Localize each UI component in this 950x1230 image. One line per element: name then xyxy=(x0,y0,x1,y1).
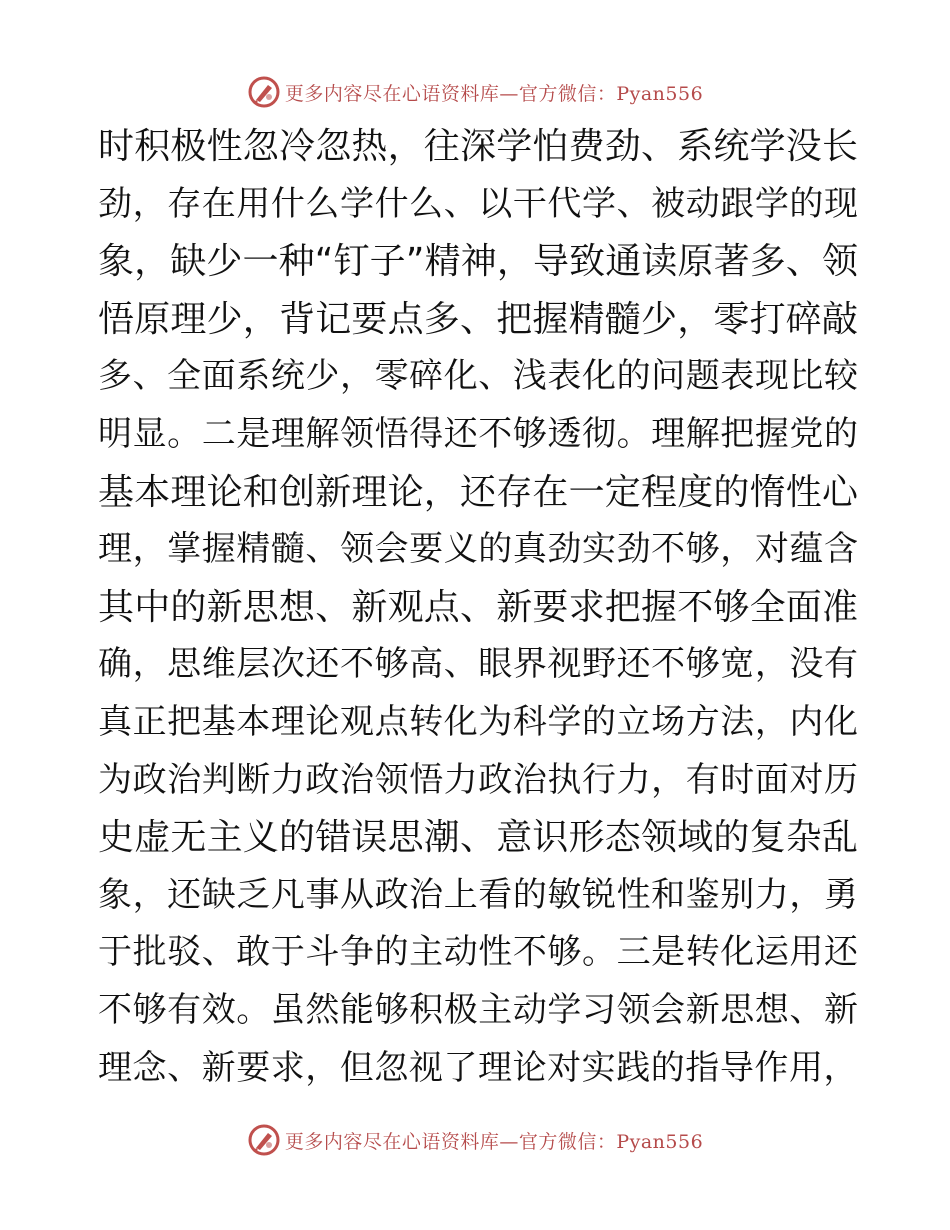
text-line: 理，掌握精髓、领会要义的真劲实劲不够，对蕴含 xyxy=(98,529,858,570)
text-line: 理念、新要求，但忽视了理论对实践的指导作用， xyxy=(98,1047,858,1088)
pen-seal-icon xyxy=(247,1123,281,1157)
header-watermark xyxy=(0,72,950,112)
document-body xyxy=(98,118,858,1097)
text-line: 史虚无主义的错误思潮、意识形态领域的复杂乱 xyxy=(98,817,858,859)
text-line: 不够有效。虽然能够积极主动学习领会新思想、新 xyxy=(98,989,858,1030)
text-line: 为政治判断力政治领悟力政治执行力，有时面对历 xyxy=(98,759,858,800)
text-line: 悟原理少，背记要点多、把握精髓少，零打碎敲 xyxy=(98,298,858,340)
text-line: 时积极性忽冷忽热，往深学怕费劲、系统学没长 xyxy=(98,126,858,167)
text-line: 象，缺少一种“钉子”精神，导致通读原著多、领 xyxy=(98,241,858,283)
text-line: 象，还缺乏凡事从政治上看的敏锐性和鉴别力，勇 xyxy=(98,874,858,915)
text-line: 确，思维层次还不够高、眼界视野还不够宽，没有 xyxy=(98,644,858,685)
text-line: 基本理论和创新理论，还存在一定程度的惰性心 xyxy=(98,471,858,513)
text-line: 明显。二是理解领悟得还不够透彻。理解把握党的 xyxy=(98,413,858,454)
pen-seal-icon xyxy=(247,75,281,109)
text-line: 劲，存在用什么学什么、以干代学、被动跟学的现 xyxy=(98,183,858,224)
watermark-text: 更多内容尽在心语资料库—官方微信：Pyan556 xyxy=(284,1130,704,1153)
text-line: 真正把基本理论观点转化为科学的立场方法，内化 xyxy=(98,701,858,742)
text-line: 其中的新思想、新观点、新要求把握不够全面准 xyxy=(98,586,858,628)
watermark-text: 更多内容尽在心语资料库—官方微信：Pyan556 xyxy=(284,82,704,105)
text-line: 于批驳、敢于斗争的主动性不够。三是转化运用还 xyxy=(98,932,858,973)
footer-watermark xyxy=(0,1120,950,1160)
text-line: 多、全面系统少，零碎化、浅表化的问题表现比较 xyxy=(98,356,858,397)
